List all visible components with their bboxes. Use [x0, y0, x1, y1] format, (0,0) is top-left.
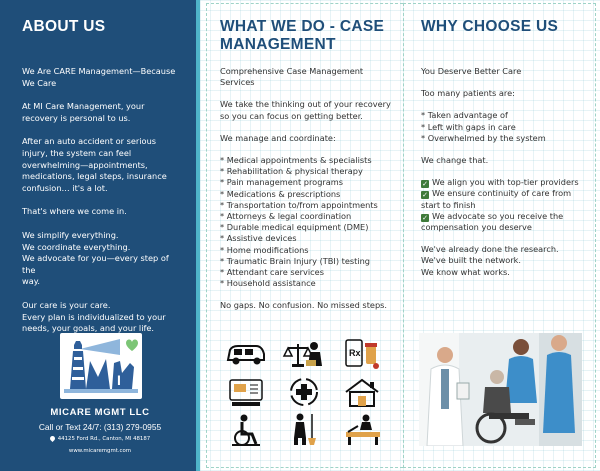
about-line: recovery is personal to us.: [22, 112, 131, 123]
company-website[interactable]: www.micaremgmt.com: [68, 448, 132, 454]
about-paragraph: [22, 206, 182, 218]
intro-text: Comprehensive Case Management: [220, 66, 364, 76]
about-paragraph: [22, 230, 182, 288]
company-address: [0, 436, 200, 442]
about-line: After an auto accident or serious: [22, 136, 157, 147]
about-paragraph: [22, 136, 182, 194]
about-paragraph: [22, 300, 182, 335]
benefit-text: start to finish: [421, 199, 476, 210]
what-title: [220, 18, 398, 54]
about-line: Every plan is individualized to your: [22, 311, 166, 322]
about-panel: [0, 0, 200, 471]
closing-text: We've built the network.: [421, 255, 522, 266]
benefit-item: [421, 188, 593, 199]
closing-text: We know what works.: [421, 266, 510, 277]
about-line: injury, the system can feel: [22, 147, 132, 158]
service-item: * Home modifications: [220, 244, 309, 255]
medical-equipment-icon: [224, 374, 268, 410]
benefit-text: We ensure continuity of care from: [432, 188, 572, 199]
logo-letters: I: [117, 372, 121, 388]
benefit-text: We align you with top-tier providers: [432, 177, 579, 188]
closing-text: We've already done the research.: [421, 244, 559, 255]
service-item: * Household assistance: [220, 278, 316, 289]
about-paragraph: [22, 101, 182, 124]
benefit-text: compensation you deserve: [421, 222, 532, 233]
problem-item: * Left with gaps in care: [421, 121, 516, 132]
company-logo: [60, 333, 142, 399]
patients-heading: Too many patients are:: [421, 88, 515, 99]
about-line: way.: [22, 276, 40, 287]
service-item: * Traumatic Brain Injury (TBI) testing: [220, 255, 371, 266]
why-tagline: You Deserve Better Care: [421, 66, 522, 76]
service-item: * Medications & prescriptions: [220, 188, 341, 199]
svg-text:Rx: Rx: [349, 348, 361, 358]
service-item: * Durable medical equipment (DME): [220, 222, 369, 233]
lighthouse-logo-icon: [60, 333, 142, 399]
change-text: We change that.: [421, 155, 489, 166]
checkmark-icon: ✓: [422, 213, 428, 222]
problem-item: * Overwhelmed by the system: [421, 132, 546, 143]
care-team-photo: [419, 333, 582, 446]
what-we-do-panel: [200, 0, 403, 471]
benefit-text: We advocate so you receive the: [432, 210, 564, 221]
address-text: 44125 Ford Rd., Canton, MI 48187: [57, 436, 151, 442]
home-modification-icon: [340, 374, 384, 410]
service-item: * Medical appointments & specialists: [220, 155, 372, 166]
services-list: [220, 155, 398, 289]
manage-heading: We manage and coordinate:: [220, 132, 336, 143]
about-title: ABOUT US: [22, 18, 106, 35]
physical-therapy-icon: [340, 412, 384, 448]
about-line: We Are CARE Management—Because: [22, 66, 176, 76]
household-cleaning-icon: [282, 412, 326, 448]
benefit-item: [421, 211, 593, 222]
thinking-text: so you can focus on getting better.: [220, 110, 363, 121]
thinking-text: We take the thinking out of your recovery: [220, 99, 391, 110]
about-line: medications, legal steps, insurance: [22, 171, 167, 182]
why-title: WHY CHOOSE US: [421, 18, 559, 35]
about-line: That's where we come in.: [22, 206, 127, 217]
about-line: We coordinate everything.: [22, 241, 131, 252]
prescription-icon: [340, 336, 384, 372]
wheelchair-icon: [224, 412, 268, 448]
intro-text: Services: [220, 77, 255, 88]
service-item: * Attorneys & legal coordination: [220, 211, 352, 222]
about-line: We advocate for you—every step of the: [22, 253, 169, 275]
about-paragraph: [22, 66, 182, 89]
what-closing: No gaps. No confusion. No missed steps.: [220, 300, 388, 311]
service-item: * Attendant care services: [220, 267, 324, 278]
what-title-line: WHAT WE DO - CASE: [220, 18, 385, 35]
service-item: * Transportation to/from appointments: [220, 199, 378, 210]
checkmark-icon: ✓: [422, 180, 428, 189]
company-name: MICARE MGMT LLC: [50, 407, 150, 418]
van-icon: [224, 336, 268, 372]
service-item: * Assistive devices: [220, 233, 297, 244]
legal-scale-icon: [280, 336, 324, 372]
care-cycle-icon: [282, 374, 326, 410]
about-line: At MI Care Management, your: [22, 101, 145, 112]
what-title-line: MANAGEMENT: [220, 36, 336, 53]
about-line: needs, your goals, and your life.: [22, 323, 155, 334]
about-line: Our care is your care.: [22, 299, 111, 310]
about-line: We simplify everything.: [22, 229, 119, 240]
checkmark-icon: ✓: [422, 191, 428, 200]
about-line: overwhelming—appointments,: [22, 159, 148, 170]
company-phone[interactable]: Call or Text 24/7: (313) 279-0955: [38, 422, 162, 432]
about-line: We Care: [22, 77, 57, 88]
service-item: * Pain management programs: [220, 177, 344, 188]
problem-item: * Taken advantage of: [421, 110, 508, 121]
about-line: confusion… it's a lot.: [22, 182, 108, 193]
service-item: * Rehabilitation & physical therapy: [220, 166, 363, 177]
benefit-item: [421, 177, 593, 188]
location-pin-icon: [49, 435, 56, 442]
